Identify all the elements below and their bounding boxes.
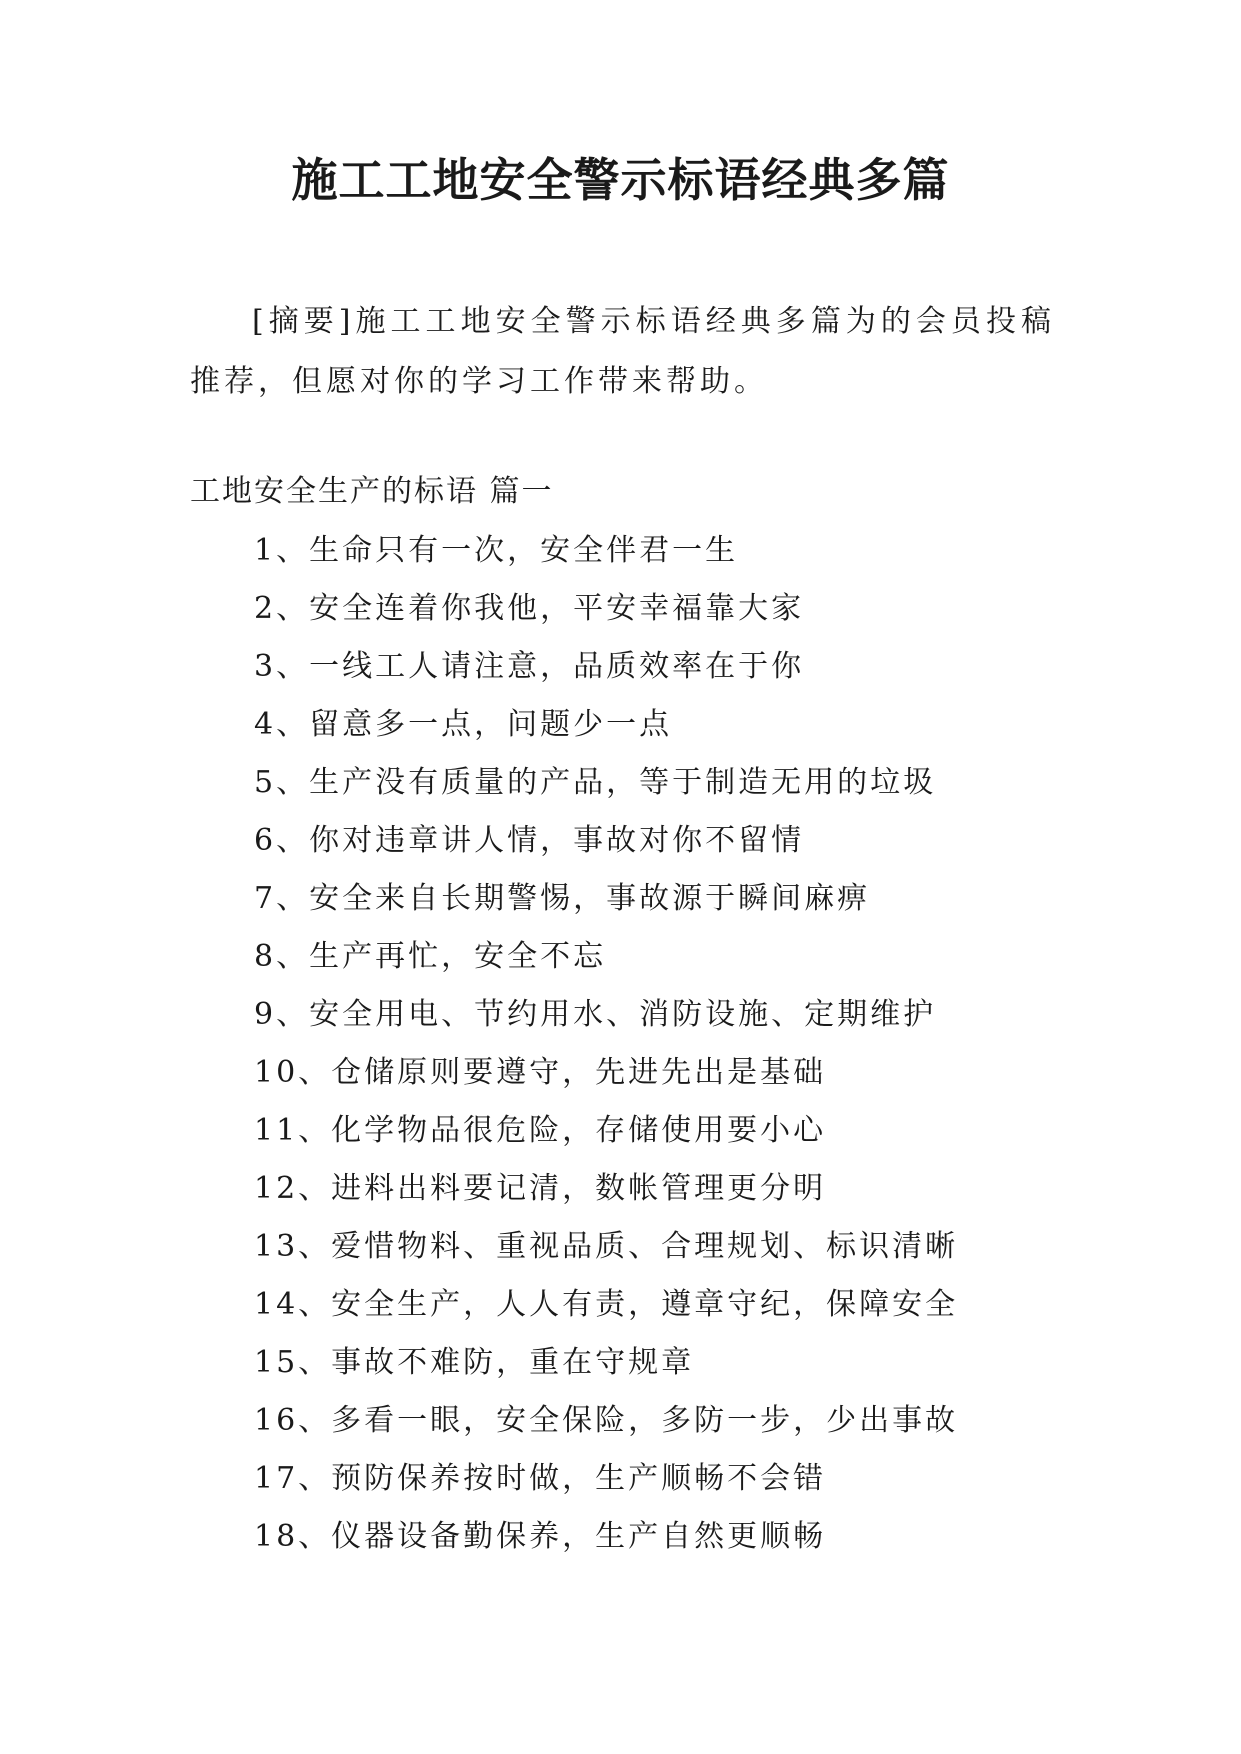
abstract-paragraph: [摘要]施工工地安全警示标语经典多篇为的会员投稿推荐，但愿对你的学习工作带来帮助。 (190, 304, 1055, 399)
slogan-item: 15、事故不难防，重在守规章 (254, 1345, 695, 1380)
slogan-item: 5、生产没有质量的产品，等于制造无用的垃圾 (254, 765, 937, 800)
slogan-item: 4、留意多一点，问题少一点 (254, 707, 673, 742)
slogan-item: 12、进料出料要记清，数帐管理更分明 (254, 1171, 827, 1206)
slogan-item: 17、预防保养按时做，生产顺畅不会错 (254, 1461, 827, 1496)
slogan-item: 9、安全用电、节约用水、消防设施、定期维护 (254, 997, 937, 1032)
slogan-item: 18、仪器设备勤保养，生产自然更顺畅 (254, 1519, 827, 1554)
slogan-item: 10、仓储原则要遵守，先进先出是基础 (254, 1055, 827, 1090)
slogan-item: 16、多看一眼，安全保险，多防一步，少出事故 (254, 1403, 959, 1438)
slogan-item: 8、生产再忙，安全不忘 (254, 939, 607, 974)
slogan-item: 7、安全来自长期警惕，事故源于瞬间麻痹 (254, 881, 871, 916)
slogan-item: 14、安全生产，人人有责，遵章守纪，保障安全 (254, 1287, 959, 1322)
slogan-item: 13、爱惜物料、重视品质、合理规划、标识清晰 (254, 1229, 959, 1264)
slogan-item: 11、化学物品很危险，存储使用要小心 (254, 1113, 827, 1148)
section-heading: 工地安全生产的标语 篇一 (190, 474, 554, 509)
slogan-list (254, 522, 1074, 1566)
slogan-item: 3、一线工人请注意，品质效率在于你 (254, 649, 805, 684)
slogan-item: 1、生命只有一次，安全伴君一生 (254, 533, 739, 568)
document-title: 施工工地安全警示标语经典多篇 (291, 153, 950, 207)
slogan-item: 6、你对违章讲人情，事故对你不留情 (254, 823, 805, 858)
slogan-item: 2、安全连着你我他，平安幸福靠大家 (254, 591, 805, 626)
